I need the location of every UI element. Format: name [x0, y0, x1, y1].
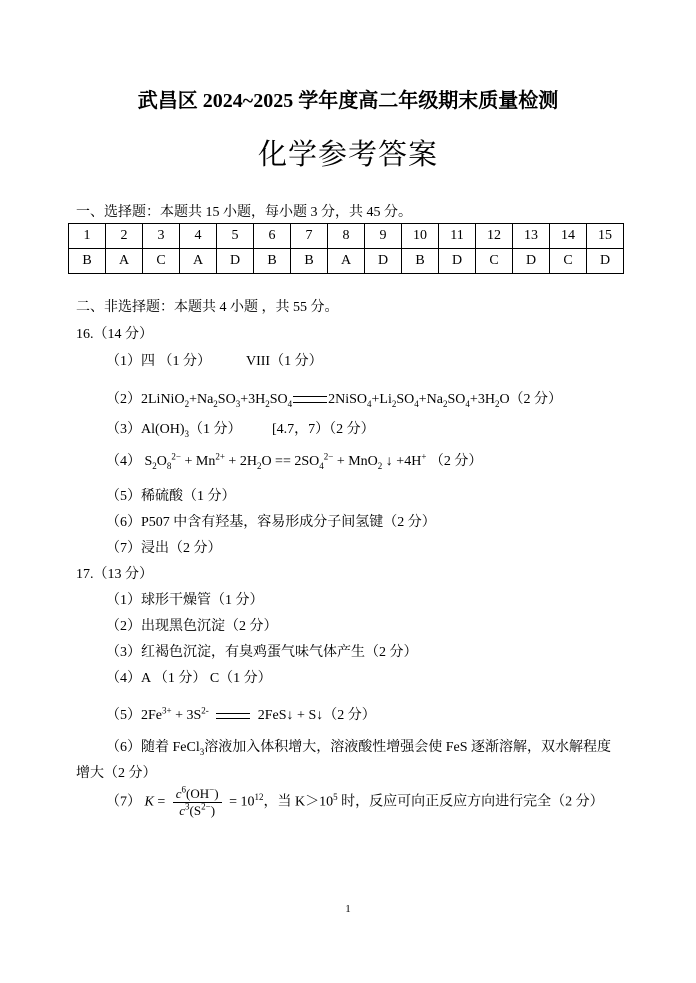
q16-answer-6: （6）P507 中含有羟基，容易形成分子间氢键（2 分） — [106, 515, 436, 530]
question-number-cell: 14 — [550, 224, 587, 249]
answer-cell: B — [402, 249, 439, 274]
q16-answer-3b: [4.7，7）（2 分） — [272, 422, 375, 437]
q17-answer-6-line2: 增大（2 分） — [76, 766, 157, 781]
answer-cell: B — [254, 249, 291, 274]
q16-answer-4: （4） $S_2O_8^{2-} + Mn^{2+} + 2H_2O == 2SO_4^{2-} + MnO_2$ ↓ +4H+ （2 分） — [106, 451, 483, 471]
answer-cell: C — [143, 249, 180, 274]
equals-arrow-icon — [216, 713, 250, 719]
question-number-cell: 2 — [106, 224, 143, 249]
q16-answer-2: $(2)2LiNiO_2+Na_2SO_3+3H_2SO_4$ $2NiSO_4+Li_2SO_4+Na_2SO_4+3H_2O(2$ 分） — [106, 392, 563, 409]
q17-answer-1: （1）球形干燥管（1 分） — [106, 593, 264, 608]
answer-cell: D — [217, 249, 254, 274]
question-number-cell: 12 — [476, 224, 513, 249]
q16-label: 16.（14 分） — [76, 327, 153, 342]
exam-title: 武昌区 2024~2025 学年度高二年级期末质量检测 — [137, 90, 559, 112]
answer-cell: A — [328, 249, 365, 274]
section2-heading: 二、非选择题：本题共 4 小题 ，共 55 分。 — [76, 300, 339, 315]
question-number-cell: 3 — [143, 224, 180, 249]
question-number-cell: 13 — [513, 224, 550, 249]
answer-table-number-row — [69, 224, 624, 249]
answer-table — [68, 223, 624, 274]
page-number: 1 — [345, 903, 351, 915]
q17-answer-4: （4）A （1 分） C（1 分） — [106, 671, 272, 686]
q17-answer-5: $(5)2Fe^{3+} + 3S^{2-}$ 2FeS↓ + S↓（2 分） — [106, 705, 376, 723]
answer-cell: D — [513, 249, 550, 274]
answer-cell: C — [476, 249, 513, 274]
q17-label: 17.（13 分） — [76, 567, 153, 582]
answer-cell: D — [587, 249, 624, 274]
question-number-cell: 1 — [69, 224, 106, 249]
question-number-cell: 6 — [254, 224, 291, 249]
question-number-cell: 11 — [439, 224, 476, 249]
q16-answer-1b: VIII（1 分） — [246, 354, 323, 369]
equals-arrow-icon — [293, 396, 327, 403]
q17-answer-7: （7） K = $\frac{c^6(OH^-)}{c^3(S^{2-})}$ = $10^{12}$，当 $K>10^5$ 时，反应可向正反应方向进行完全（2 分） — [106, 784, 604, 818]
answer-cell: D — [365, 249, 402, 274]
question-number-cell: 10 — [402, 224, 439, 249]
q17-answer-6-line1: （6）随着 FeCl$_3$溶液加入体积增大，溶液酸性增强会使 FeS 逐渐溶解，双水解程度 — [106, 740, 612, 757]
q17-answer-3: （3）红褐色沉淀，有臭鸡蛋气味气体产生（2 分） — [106, 645, 418, 660]
answer-cell: A — [106, 249, 143, 274]
q16-answer-1a: （1）四 （1 分） — [106, 354, 211, 369]
q16-answer-3a: $(3)Al(OH)_3(1$ 分） — [106, 422, 242, 439]
q16-answer-5: （5）稀硫酸（1 分） — [106, 489, 236, 504]
question-number-cell: 4 — [180, 224, 217, 249]
question-number-cell: 7 — [291, 224, 328, 249]
answer-cell: C — [550, 249, 587, 274]
doc-title: 化学参考答案 — [257, 139, 438, 171]
answer-table-answer-row — [69, 249, 624, 274]
q17-answer-2: （2）出现黑色沉淀（2 分） — [106, 619, 278, 634]
answer-cell: A — [180, 249, 217, 274]
equilibrium-fraction: $\frac{c^6(OH^-)}{c^3(S^{2-})}$ — [173, 786, 222, 819]
q16-answer-7: （7）浸出（2 分） — [106, 541, 222, 556]
question-number-cell: 5 — [217, 224, 254, 249]
section1-heading: 一、选择题：本题共 15 小题，每小题 3 分，共 45 分。 — [76, 205, 412, 220]
answer-cell: B — [69, 249, 106, 274]
answer-cell: B — [291, 249, 328, 274]
question-number-cell: 9 — [365, 224, 402, 249]
question-number-cell: 8 — [328, 224, 365, 249]
question-number-cell: 15 — [587, 224, 624, 249]
answer-cell: D — [439, 249, 476, 274]
